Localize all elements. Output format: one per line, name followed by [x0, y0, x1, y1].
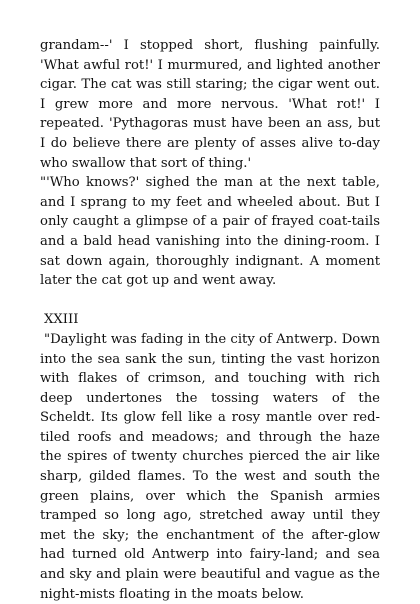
paragraph-who-knows: "'Who knows?' sighed the man at the next table, and I sprang to my feet and wheeled about. But I only caught a glimpse of a pair of frayed coat-tails and a bald head vanishing into the dining-room. I sat down again, thoroughly indignant. A moment later the cat got up and went away.: [40, 175, 380, 289]
paragraph-grandam: grandam--' I stopped short, flushing painfully. 'What awful rot!' I murmured, and lighted another cigar. The cat was still staring; the cigar went out. I grew more and more nervous. 'What rot!' I repeated. 'Pythagoras must have been an ass, but I do believe there are plenty of asses alive to-day who swallow that sort of thing.': [40, 38, 380, 171]
chapter-heading: XXIII: [44, 312, 79, 328]
paragraph-spacer: [40, 291, 380, 311]
paragraph-daylight: "Daylight was fading in the city of Antwerp. Down into the sea sank the sun, tinting the vast horizon with flakes of crimson, and touching with rich deep undertones the tossing waters of the Scheldt. Its glow fell like a rosy mantle over red-tiled roofs and meadows; and through the haze the spires of twenty churches pierced the air like sharp, gilded flames. To the west and south the green plains, over which the Spanish armies tramped so long ago, stretched away until they met the sky; the enchantment of the after-glow had turned old Antwerp into fairy-land; and sea and sky and plain were beautiful and vague as the night-mists floating in the moats below.: [40, 331, 380, 602]
book-page: [40, 36, 380, 604]
